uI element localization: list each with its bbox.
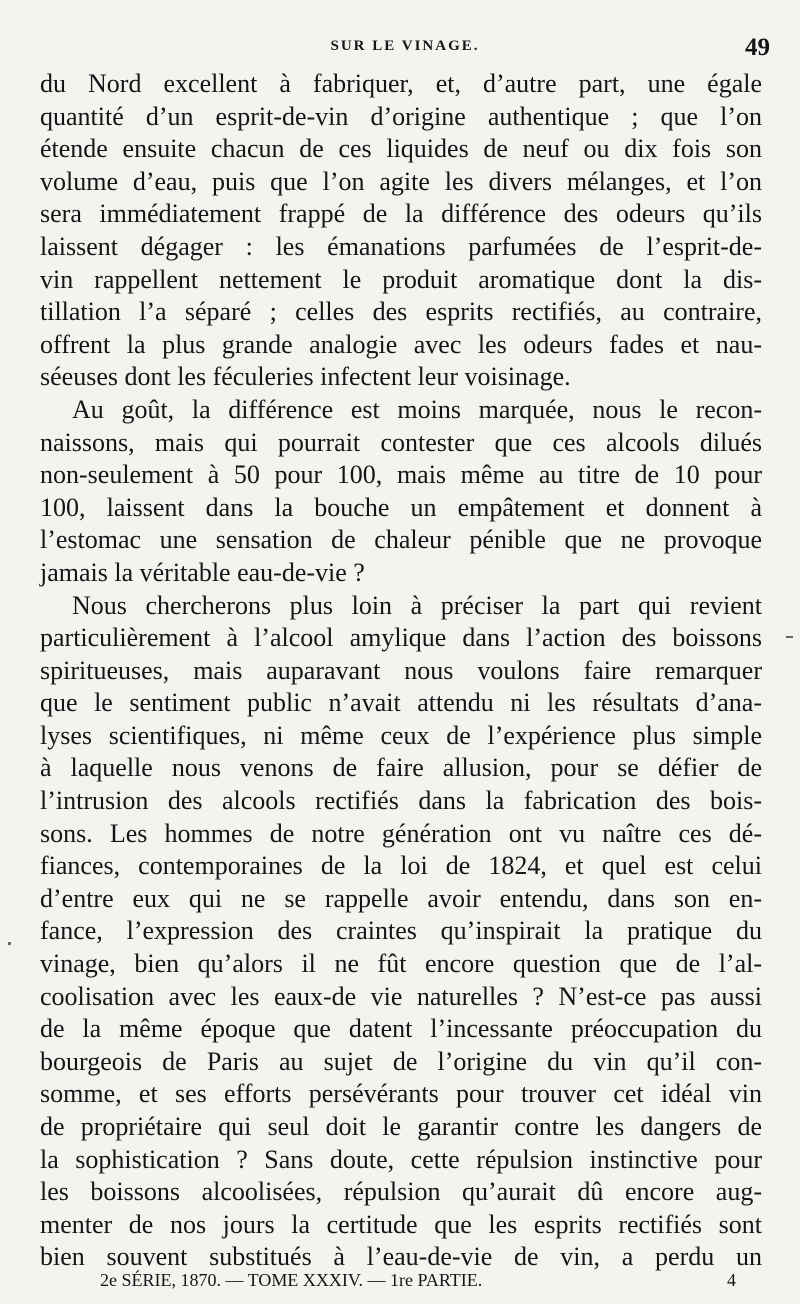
- text-line: sera immédiatement frappé de la différence des odeurs qu’ils: [40, 199, 762, 229]
- running-head: [40, 34, 770, 64]
- text-line: Nous chercherons plus loin à préciser la part qui revient: [72, 590, 762, 620]
- text-line: non-seulement à 50 pour 100, mais même au titre de 10 pour: [40, 460, 762, 490]
- text-line: naissons, mais qui pourrait contester que ces alcools dilués: [40, 427, 762, 457]
- text-line: la sophistication ? Sans doute, cette répulsion instinctive pour: [40, 1144, 762, 1174]
- text-line: lyses scientifiques, ni même ceux de l’expérience plus simple: [40, 720, 762, 750]
- text-line: fiances, contemporaines de la loi de 1824, et quel est celui: [40, 851, 762, 881]
- text-line: du Nord excellent à fabriquer, et, d’autre part, une égale: [40, 69, 762, 98]
- text-line: Au goût, la différence est moins marquée, nous le recon-: [72, 394, 762, 424]
- text-line: particulièrement à l’alcool amylique dans l’action des boissons: [40, 623, 762, 653]
- text-line: jamais la véritable eau-de-vie ?: [40, 557, 365, 587]
- text-line: que le sentiment public n’avait attendu ni les résultats d’ana-: [40, 688, 762, 718]
- text-line: vinage, bien qu’alors il ne fût encore question que de l’al-: [40, 949, 762, 979]
- ink-speck: [786, 636, 793, 638]
- text-line: vin rappellent nettement le produit aromatique dont la dis-: [40, 264, 762, 294]
- text-line: à laquelle nous venons de faire allusion, pour se défier de: [40, 753, 762, 783]
- text-line: laissent dégager : les émanations parfumées de l’esprit-de-: [40, 231, 762, 261]
- text-line: bourgeois de Paris au sujet de l’origine du vin qu’il con-: [40, 1046, 762, 1076]
- text-line: fance, l’expression des craintes qu’inspirait la pratique du: [40, 916, 762, 946]
- sheet-number: 4: [727, 1270, 736, 1290]
- page-footer: [40, 1270, 762, 1296]
- text-line: de la même époque que datent l’incessante préoccupation du: [40, 1014, 762, 1044]
- text-line: spiritueuses, mais auparavant nous voulons faire remarquer: [40, 655, 762, 685]
- text-line: somme, et ses efforts persévérants pour trouver cet idéal vin: [40, 1079, 762, 1109]
- text-line: l’intrusion des alcools rectifiés dans la fabrication des bois-: [40, 786, 762, 816]
- body-text: [40, 68, 762, 1274]
- ink-speck: [8, 942, 11, 945]
- text-line: menter de nos jours la certitude que les esprits rectifiés sont: [40, 1209, 762, 1239]
- text-line: séeuses dont les féculeries infectent leur voisinage.: [40, 362, 571, 392]
- page-number: 49: [745, 34, 770, 61]
- running-title: SUR LE VINAGE.: [330, 38, 480, 54]
- text-line: d’entre eux qui ne se rappelle avoir entendu, dans son en-: [40, 883, 762, 913]
- text-line: volume d’eau, puis que l’on agite les divers mélanges, et l’on: [40, 166, 762, 196]
- text-line: l’estomac une sensation de chaleur pénible que ne provoque: [40, 525, 762, 555]
- text-line: quantité d’un esprit-de-vin d’origine authentique ; que l’on: [40, 101, 762, 131]
- text-line: de propriétaire qui seul doit le garantir contre les dangers de: [40, 1112, 762, 1141]
- signature-line: 2e SÉRIE, 1870. — TOME XXXIV. — 1re PARTIE.: [100, 1270, 483, 1290]
- text-line: les boissons alcoolisées, répulsion qu’aurait dû encore aug-: [40, 1177, 762, 1207]
- text-line: offrent la plus grande analogie avec les odeurs fades et nau-: [40, 329, 762, 359]
- text-line: sons. Les hommes de notre génération ont vu naître ces dé-: [40, 818, 762, 848]
- text-line: étende ensuite chacun de ces liquides de neuf ou dix fois son: [40, 134, 762, 164]
- text-line: tillation l’a séparé ; celles des esprits rectifiés, au contraire,: [40, 297, 762, 327]
- text-line: bien souvent substitués à l’eau-de-vie de vin, a perdu un: [40, 1242, 762, 1272]
- text-line: coolisation avec les eaux-de vie naturelles ? N’est-ce pas aussi: [40, 981, 762, 1011]
- text-line: 100, laissent dans la bouche un empâtement et donnent à: [40, 492, 762, 522]
